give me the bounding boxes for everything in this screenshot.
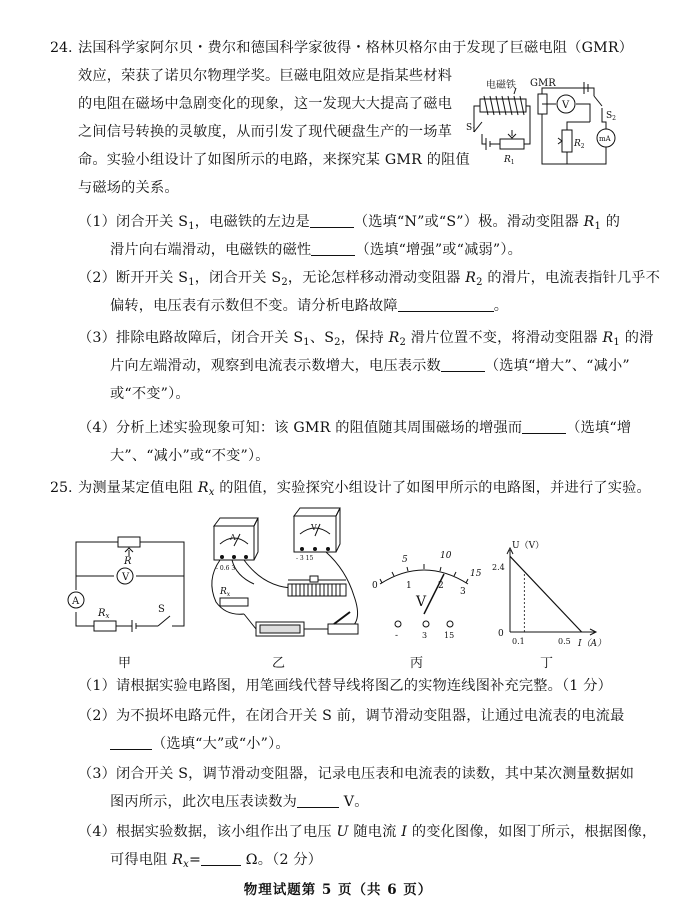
ding-y-tick-2-4: 2.4 (492, 563, 505, 572)
battery-left (486, 138, 490, 150)
q25-part-4-line-2 (110, 850, 322, 875)
q25-p4-text-c: 的变化图像，如图丁所示，根据图像， (407, 824, 657, 840)
q24-p1-line2-a: 滑片向右端滑动，电磁铁的磁性 (110, 242, 312, 258)
ammeter-top (214, 518, 258, 526)
r2-subscript: 2 (580, 143, 585, 150)
q25-stem-sub: x (208, 487, 215, 498)
jia-voltmeter-label: V (122, 572, 130, 583)
figure-ding-ui-graph (492, 540, 612, 648)
ding-x-tick-0-5: 0.5 (558, 637, 571, 646)
electromagnet-label: 电磁铁 (486, 80, 516, 91)
dial-label-10: 10 (440, 551, 452, 561)
q24-p1-s1-sub: 1 (188, 221, 195, 232)
q24-stem-line-3: 的电阻在磁场中急剧变化的现象，这一发现大大提高了磁电 (78, 96, 453, 112)
q24-p1-r: R (583, 214, 595, 230)
q24-part-3-line-2 (110, 356, 630, 376)
q24-p2-s1-sub: 1 (188, 277, 195, 288)
ding-x-label: I（A） (578, 639, 607, 648)
q24-stem-line-6: 与磁场的关系。 (78, 180, 179, 196)
voltmeter-top (294, 508, 340, 516)
resistor-rx (94, 621, 116, 631)
r1-label: R (504, 155, 511, 165)
q24-part-4-line-1 (78, 418, 631, 438)
question-25-number: 25. (50, 480, 73, 496)
rheostat-slider[interactable] (310, 576, 318, 582)
resistor-rx-physical (220, 598, 248, 606)
battery (132, 620, 136, 632)
q25-p4-text-a: （4）根据实验数据，该小组作出了电压 (78, 824, 337, 840)
dial-label-0: 0 (372, 581, 378, 591)
q24-p3-s1-sub: 1 (303, 337, 310, 348)
q24-p3-line2-b: （选填“增大”、“减小” (484, 358, 630, 374)
q24-part-1-line-2 (110, 240, 522, 260)
s2-label: S (606, 111, 613, 121)
q24-p4-answer-blank[interactable] (522, 419, 566, 434)
q24-p1-answer-blank-1[interactable] (310, 213, 354, 228)
q25-p3-line2-b: V。 (339, 794, 369, 810)
q25-stem-b: 的阻值，实验探究小组设计了如图甲所示的电路图，并进行了实验。 (214, 480, 651, 496)
q25-part-4-line-1 (78, 822, 656, 842)
dial-label-2: 2 (438, 581, 444, 591)
q24-p3-line2-a: 片向左端滑动，观察到电流表示数增大，电压表示数 (110, 358, 441, 374)
page-footer: 物理试题第 5 页（共 6 页） (243, 882, 433, 898)
q24-p1-text-d: 的 (601, 214, 621, 230)
u-i-line (510, 556, 582, 632)
q25-part-2-line-1: （2）为不损坏电路元件，在闭合开关 S 前，调节滑动变阻器，让通过电流表的电流最 (78, 708, 625, 724)
q25-p4-u: U (336, 824, 349, 840)
q25-p4-r-sub: x (183, 859, 189, 870)
q24-p2-text-b: ，闭合开关 S (194, 270, 282, 286)
q24-p2-answer-blank[interactable] (398, 297, 494, 312)
q25-p4-equals: = (189, 852, 202, 868)
voltmeter-label: V (562, 100, 570, 111)
q24-p2-r-sub: 2 (476, 277, 483, 288)
s1-label: S (466, 123, 473, 133)
q24-p3-s2-sub: 2 (334, 337, 341, 348)
figure-jia-circuit (62, 528, 194, 652)
switch-physical[interactable] (328, 624, 358, 634)
gmr-circuit-diagram (466, 74, 626, 184)
q25-stem-r: R (197, 480, 209, 496)
q24-p1-line2-b: （选填“增强”或“减弱”）。 (355, 242, 523, 258)
q25-stem-a: 为测量某定值电阻 (78, 480, 198, 496)
yi-voltmeter-terminals: - 3 15 (296, 555, 314, 562)
figure-ding-caption: 丁 (540, 656, 554, 671)
q24-p3-text-a: （3）排除电路故障后，闭合开关 S (78, 330, 304, 346)
yi-ammeter-terminals: - 0.6 3 (216, 565, 236, 572)
q24-p1-text-a: （1）闭合开关 S (78, 214, 189, 230)
q25-p3-answer-blank[interactable] (297, 793, 339, 808)
jia-rx-subscript: x (105, 612, 110, 620)
q24-p1-text-b: ，电磁铁的左边是 (194, 214, 310, 230)
rheostat-physical[interactable] (288, 584, 346, 596)
q24-part-1-line-1 (78, 212, 620, 237)
dial-label-5: 5 (402, 555, 408, 565)
q24-p1-text-c: （选填“N”或“S”）极。滑动变阻器 (353, 214, 584, 230)
q25-p4-line2-a: 可得电阻 (110, 852, 173, 868)
q24-p1-r-sub: 1 (594, 221, 602, 232)
dial-scale-arc (380, 570, 468, 584)
q24-p2-line2-a: 偏转，电压表有示数但不变。请分析电路故障 (110, 298, 398, 314)
q24-p3-answer-blank[interactable] (441, 357, 485, 372)
q24-p2-text-d: 的滑片，电流表指针几乎不 (482, 270, 661, 286)
q24-stem-line-5: 命。实验小组设计了如图所示的电路，来探究某 GMR 的阻值 (78, 152, 470, 168)
q24-part-3-line-1 (78, 328, 653, 353)
q24-p3-r2: R (388, 330, 400, 346)
rheostat-r (118, 537, 140, 547)
q25-part-1: （1）请根据实验电路图，用笔画线代替导线将图乙的实物连线图补充完整。（1 分） (78, 678, 613, 694)
q24-p2-text-a: （2）断开开关 S (78, 270, 189, 286)
rheostat-r2 (562, 130, 572, 152)
jia-r-label: R (124, 556, 132, 567)
q24-p4-text-a: （4）分析上述实验现象可知：该 GMR 的阻值随其周围磁场的增强而 (78, 420, 523, 436)
dial-unit-v: V (416, 594, 427, 610)
r1-subscript: 1 (510, 159, 515, 166)
q25-part-3-line-2 (110, 792, 369, 812)
svg-text:S2 (606, 111, 616, 122)
switch-s2 (594, 96, 602, 106)
q24-p3-text-b: 、S (309, 330, 335, 346)
gmr-label: GMR (530, 78, 556, 89)
svg-text:R2 (573, 139, 585, 150)
q24-p1-answer-blank-2[interactable] (311, 241, 355, 256)
q25-p4-line2-c: Ω。（2 分） (241, 852, 323, 868)
terminal-label-3: 3 (422, 631, 428, 640)
q24-stem-line-4: 之间信号转换的灵敏度，从而引发了现代硬盘生产的一场革 (78, 124, 453, 140)
q24-part-3-line-3: 或“不变”）。 (110, 386, 190, 402)
terminal-15 (447, 621, 453, 627)
q24-p2-s2-sub: 2 (281, 277, 288, 288)
terminal-label-minus: - (395, 631, 399, 640)
terminal-3 (423, 621, 429, 627)
rheostat-r1 (500, 139, 524, 149)
svg-text:R1 (503, 155, 515, 166)
svg-text:Rx (219, 587, 231, 598)
q24-p2-text-c: ，无论怎样移动滑动变阻器 (287, 270, 466, 286)
question-24-number: 24. (50, 40, 73, 56)
figure-bing-voltmeter-dial (368, 548, 484, 640)
yi-voltmeter-face: V (311, 523, 317, 532)
dial-label-1: 1 (406, 581, 412, 591)
yi-ammeter-face: A (230, 533, 236, 542)
q25-part-2-line-2 (110, 734, 290, 754)
ding-x-tick-0-1: 0.1 (512, 637, 525, 646)
q24-p3-r1-sub: 1 (613, 337, 620, 348)
q25-p2-answer-blank[interactable] (110, 735, 152, 750)
switch-s (158, 616, 170, 626)
q25-p3-line2-a: 图丙所示，此次电压表读数为 (110, 794, 298, 810)
q24-p2-r: R (465, 270, 477, 286)
q24-p3-r2-sub: 2 (399, 337, 407, 348)
q24-part-2-line-1 (78, 268, 660, 293)
ding-y-label: U（V） (512, 541, 545, 551)
milliammeter-label: mA (599, 135, 611, 143)
q25-p2-line2-text: （选填“大”或“小”）。 (152, 736, 290, 752)
figure-yi-caption: 乙 (272, 656, 286, 671)
q25-p4-answer-blank[interactable] (201, 851, 241, 866)
q24-p4-text-b: （选填“增 (566, 420, 632, 436)
q24-p3-text-d: 滑片位置不变，将滑动变阻器 (406, 330, 603, 346)
q25-p4-i: I (401, 824, 408, 840)
q24-part-4-line-2: 大”、“减小”或“不变”）。 (110, 448, 270, 464)
q24-stem-line-2: 效应，荣获了诺贝尔物理学奖。巨磁电阻效应是指某些材料 (78, 68, 453, 84)
yi-rx-subscript: x (226, 591, 231, 598)
q24-p3-r1: R (602, 330, 614, 346)
q24-stem-line-1: 法国科学家阿尔贝・费尔和德国科学家彼得・格林贝格尔由于发现了巨磁电阻（GMR） (78, 40, 634, 56)
s1-subscript: 1 (472, 127, 476, 134)
jia-ammeter-label: A (72, 596, 80, 607)
figure-yi-apparatus (196, 500, 376, 650)
ding-origin-label: 0 (498, 629, 504, 639)
q24-part-2-line-2 (110, 296, 508, 316)
dial-needle (424, 574, 444, 614)
q25-p4-r: R (172, 852, 184, 868)
figure-jia-caption: 甲 (118, 656, 132, 671)
q24-p3-text-c: ，保持 (340, 330, 389, 346)
q25-part-3-line-1: （3）闭合开关 S，调节滑动变阻器，记录电压表和电流表的读数，其中某次测量数据如 (78, 766, 635, 782)
dial-label-3: 3 (460, 587, 466, 597)
ammeter-body[interactable] (214, 526, 254, 560)
q24-p2-line2-b: 。 (493, 298, 509, 314)
r2-label: R (574, 139, 581, 149)
terminal-label-15: 15 (444, 631, 455, 640)
figure-bing-caption: 丙 (410, 656, 424, 671)
svg-text:Rx (97, 608, 110, 620)
q25-p4-text-b: 随电流 (348, 824, 402, 840)
dial-label-15: 15 (470, 569, 482, 579)
terminal-minus (395, 621, 401, 627)
yi-rx-label: R (220, 587, 227, 597)
jia-rx-label: R (98, 608, 106, 619)
jia-switch-label: S (158, 604, 165, 615)
s2-subscript: 2 (612, 115, 616, 122)
q24-p3-text-e: 的滑 (619, 330, 654, 346)
